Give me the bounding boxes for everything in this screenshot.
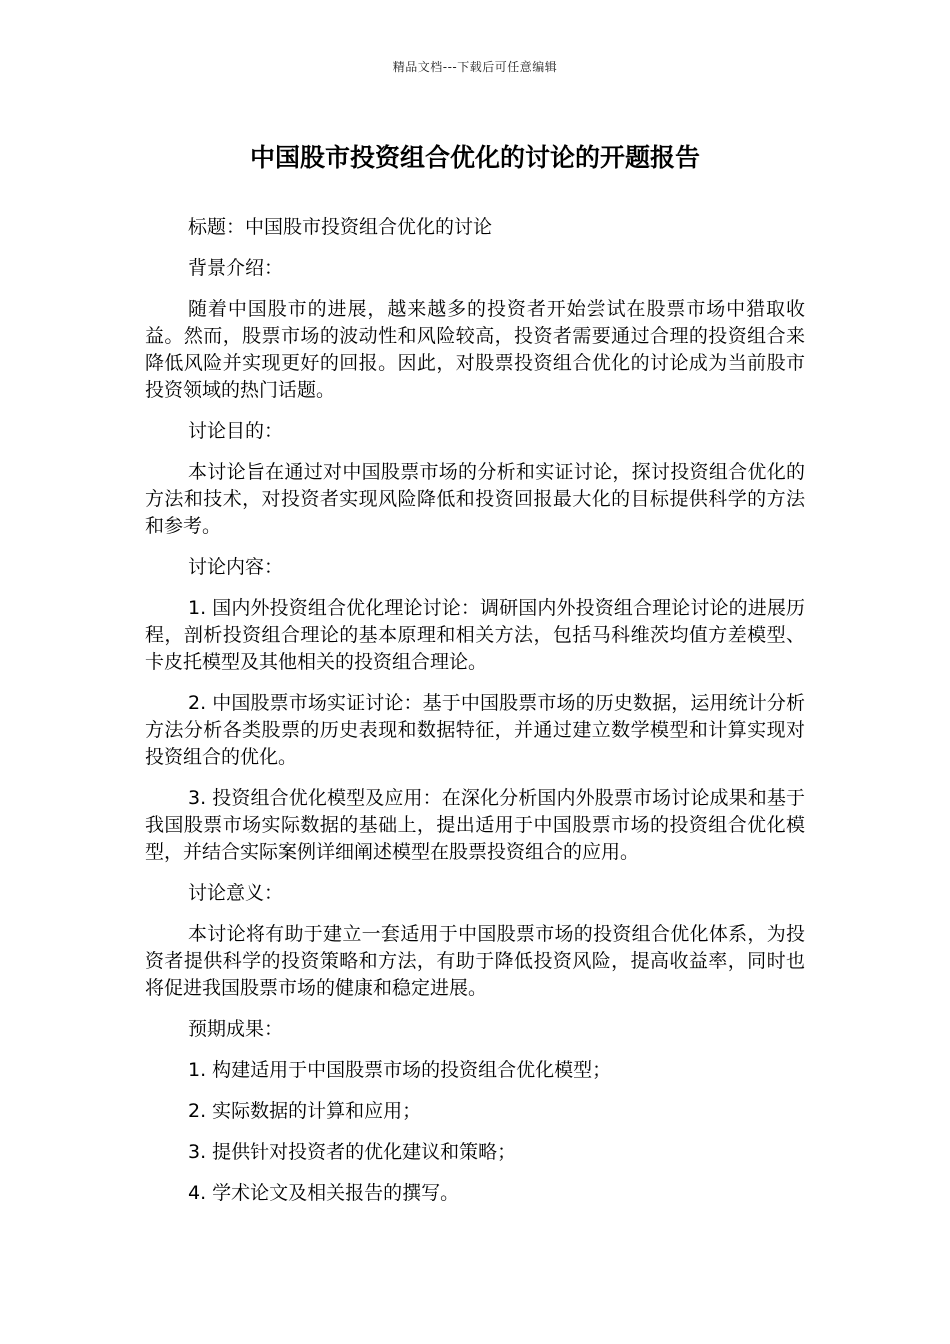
outcome-item-3: 3. 提供针对投资者的优化建议和策略； bbox=[188, 1141, 517, 1163]
content-item-1: 1. 国内外投资组合优化理论讨论：调研国内外投资组合理论讨论的进展历程，剖析投资组合理论的基本原理和相关方法，包括马科维茨均值方差模型、卡皮托模型及其他相关的投资组合理论。 bbox=[145, 597, 805, 673]
header-note: 精品文档---下载后可任意编辑 bbox=[392, 60, 558, 74]
outcome-item-1: 1. 构建适用于中国股票市场的投资组合优化模型； bbox=[188, 1059, 612, 1081]
subject-line: 标题：中国股市投资组合优化的讨论 bbox=[188, 216, 493, 238]
content-item-3: 3. 投资组合优化模型及应用：在深化分析国内外股票市场讨论成果和基于我国股票市场实际数据的基础上，提出适用于中国股票市场的投资组合优化模型，并结合实际案例详细阐述模型在股票投资组合的应用。 bbox=[145, 787, 805, 863]
section-heading-purpose: 讨论目的： bbox=[188, 420, 284, 442]
section-heading-outcomes: 预期成果： bbox=[188, 1018, 284, 1040]
document-body bbox=[145, 214, 805, 1221]
document-title: 中国股市投资组合优化的讨论的开题报告 bbox=[249, 143, 700, 172]
background-paragraph: 随着中国股市的进展，越来越多的投资者开始尝试在股票市场中猎取收益。然而，股票市场的波动性和风险较高，投资者需要通过合理的投资组合来降低风险并实现更好的回报。因此，对股票投资组合优化的讨论成为当前股市投资领域的热门话题。 bbox=[145, 298, 805, 401]
significance-paragraph: 本讨论将有助于建立一套适用于中国股票市场的投资组合优化体系，为投资者提供科学的投资策略和方法，有助于降低投资风险，提高收益率，同时也将促进我国股票市场的健康和稳定进展。 bbox=[145, 923, 805, 999]
section-heading-content: 讨论内容： bbox=[188, 556, 284, 578]
purpose-paragraph: 本讨论旨在通过对中国股票市场的分析和实证讨论，探讨投资组合优化的方法和技术，对投资者实现风险降低和投资回报最大化的目标提供科学的方法和参考。 bbox=[145, 461, 805, 537]
outcome-item-2: 2. 实际数据的计算和应用； bbox=[188, 1100, 422, 1122]
outcome-item-4: 4. 学术论文及相关报告的撰写。 bbox=[188, 1182, 460, 1204]
content-item-2: 2. 中国股票市场实证讨论：基于中国股票市场的历史数据，运用统计分析方法分析各类股票的历史表现和数据特征，并通过建立数学模型和计算实现对投资组合的优化。 bbox=[145, 692, 805, 768]
section-heading-background: 背景介绍： bbox=[188, 257, 284, 279]
section-heading-significance: 讨论意义： bbox=[188, 882, 284, 904]
